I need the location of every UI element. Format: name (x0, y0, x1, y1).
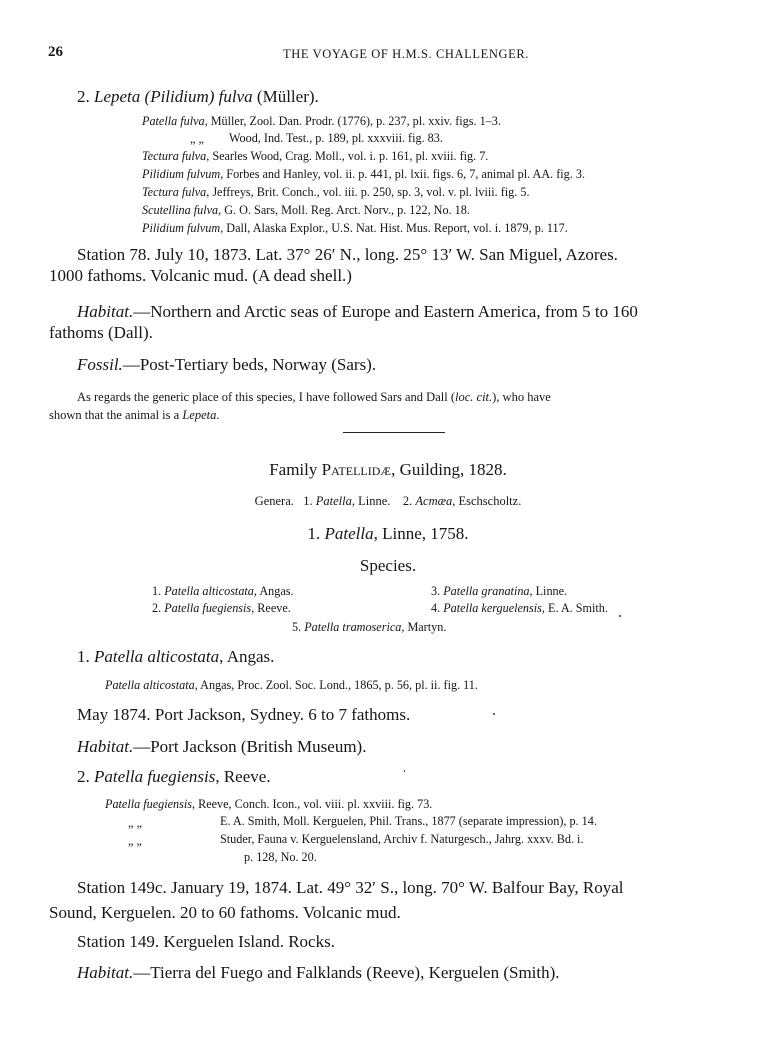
synonymy-ref-cont: p. 128, No. 20. (244, 850, 317, 864)
station-record: Station 78. July 10, 1873. Lat. 37° 26′ N., long. 25° 13′ W. San Miguel, Azores. (77, 245, 618, 264)
synonymy-ref: Pilidium fulvum, Forbes and Hanley, vol. ii. p. 441, pl. lxii. figs. 6, 7, animal pl. AA. fig. 3. (142, 167, 586, 181)
species-list-item: 5. Patella tramoserica, Martyn. (292, 620, 447, 634)
family-heading: Family Patellidæ, Guilding, 1828. (269, 460, 507, 479)
running-title: THE VOYAGE OF H.M.S. CHALLENGER. (282, 47, 530, 61)
ditto-marks: „ „ (128, 834, 142, 848)
station-record-cont: 1000 fathoms. Volcanic mud. (A dead shell.) (49, 266, 352, 285)
print-speck (619, 615, 621, 617)
synonymy-ref: Tectura fulva, Jeffreys, Brit. Conch., vol. iii. p. 250, sp. 3, vol. v. pl. lviii. fig. 5. (142, 185, 530, 199)
synonymy-ref: Patella fulva, Müller, Zool. Dan. Prodr. (1776), p. 237, pl. xxiv. figs. 1–3. (142, 114, 501, 128)
synonymy-ref: Patella alticostata, Angas, Proc. Zool. Soc. Lond., 1865, p. 56, pl. ii. fig. 11. (105, 678, 478, 692)
habitat-line: Habitat.—Northern and Arctic seas of Europe and Eastern America, from 5 to 160 (77, 302, 638, 321)
synonymy-ref: Tectura fulva, Searles Wood, Crag. Moll., vol. i. p. 161, pl. xviii. fig. 7. (142, 149, 489, 163)
genera-list: Genera. 1. Patella, Linne. 2. Acmæa, Eschscholtz. (254, 494, 522, 508)
species-heading-fuegiensis: 2. Patella fuegiensis, Reeve. (77, 767, 271, 786)
section-divider (343, 432, 445, 433)
station-record-cont: Sound, Kerguelen. 20 to 60 fathoms. Volcanic mud. (49, 903, 401, 922)
species-list-item: 3. Patella granatina, Linne. (431, 584, 568, 598)
habitat-line-cont: fathoms (Dall). (49, 323, 153, 342)
species-list-item: 1. Patella alticostata, Angas. (152, 584, 294, 598)
habitat-line: Habitat.—Tierra del Fuego and Falklands (Reeve), Kerguelen (Smith). (77, 963, 560, 982)
synonymy-ref: E. A. Smith, Moll. Kerguelen, Phil. Trans., 1877 (separate impression), p. 14. (220, 814, 597, 828)
print-speck (493, 713, 495, 715)
remark-paragraph: As regards the generic place of this species, I have followed Sars and Dall (loc. cit.), who have (77, 390, 551, 404)
synonymy-ref: Scutellina fulva, G. O. Sars, Moll. Reg. Arct. Norv., p. 122, No. 18. (142, 203, 470, 217)
species-heading-alticostata: 1. Patella alticostata, Angas. (77, 647, 275, 666)
ditto-marks: „ „ (190, 132, 204, 146)
synonymy-ref: Wood, Ind. Test., p. 189, pl. xxxviii. fig. 83. (229, 131, 443, 145)
remark-paragraph-cont: shown that the animal is a Lepeta. (49, 408, 220, 422)
print-speck (404, 770, 405, 772)
synonymy-ref: Patella fuegiensis, Reeve, Conch. Icon., vol. viii. pl. xxviii. fig. 73. (105, 797, 433, 811)
fossil-line: Fossil.—Post-Tertiary beds, Norway (Sars). (77, 355, 377, 374)
species-list-item: 4. Patella kerguelensis, E. A. Smith. (431, 601, 608, 615)
page-number: 26 (48, 44, 63, 60)
station-record: Station 149. Kerguelen Island. Rocks. (77, 932, 335, 951)
station-record: Station 149c. January 19, 1874. Lat. 49° 32′ S., long. 70° W. Balfour Bay, Royal (77, 878, 624, 897)
habitat-line: Habitat.—Port Jackson (British Museum). (77, 737, 367, 756)
synonymy-ref: Pilidium fulvum, Dall, Alaska Explor., U.S. Nat. Hist. Mus. Report, vol. i. 1879, p. 117. (142, 221, 568, 235)
ditto-marks: „ „ (128, 816, 142, 830)
species-heading-lepeta-fulva: 2. Lepeta (Pilidium) fulva (Müller). (77, 87, 319, 106)
species-list-item: 2. Patella fuegiensis, Reeve. (152, 601, 291, 615)
station-record: May 1874. Port Jackson, Sydney. 6 to 7 fathoms. (77, 705, 411, 724)
genus-heading: 1. Patella, Linne, 1758. (307, 524, 469, 543)
species-subheading: Species. (359, 556, 417, 575)
synonymy-ref: Studer, Fauna v. Kerguelensland, Archiv f. Naturgesch., Jahrg. xxxv. Bd. i. (220, 832, 584, 846)
